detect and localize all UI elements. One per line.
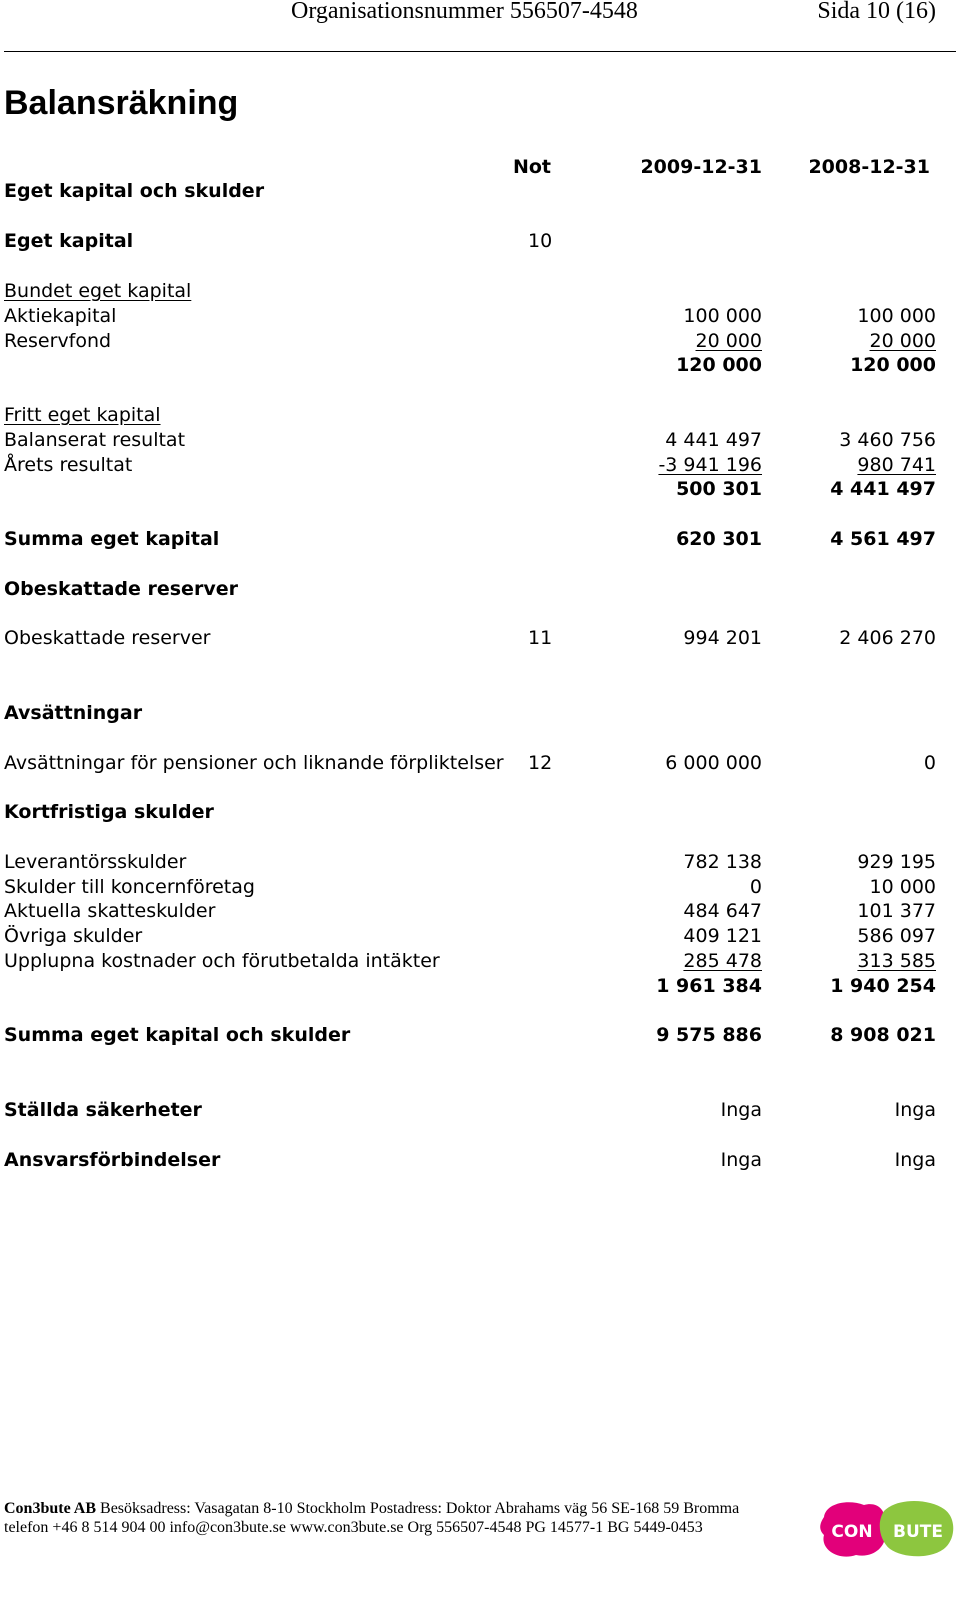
row-label: Obeskattade reserver — [4, 627, 211, 649]
bundet-sum-2009: 120 000 — [676, 354, 762, 376]
summa-total-2008: 8 908 021 — [830, 1024, 936, 1046]
row-value-2008: 100 000 — [857, 305, 936, 327]
bundet-heading-row — [0, 279, 960, 304]
table-row — [0, 453, 960, 478]
stallda-2009: Inga — [720, 1099, 762, 1121]
col-not-header: Not — [512, 156, 551, 178]
eget-kapital-row — [0, 229, 960, 254]
summa-eget-kapital-2008: 4 561 497 — [830, 528, 936, 550]
table-row — [0, 875, 960, 900]
table-row — [0, 428, 960, 453]
row-value-2009: 4 441 497 — [665, 429, 762, 451]
summa-total-row — [0, 1023, 960, 1048]
page-title: Balansräkning — [4, 84, 239, 122]
row-note: 12 — [528, 752, 553, 774]
summa-total-label: Summa eget kapital och skulder — [4, 1024, 351, 1046]
table-row — [0, 924, 960, 949]
stallda-2008: Inga — [894, 1099, 936, 1121]
row-value-2009: 994 201 — [683, 627, 762, 649]
row-label: Övriga skulder — [4, 925, 143, 947]
summa-total-2009: 9 575 886 — [656, 1024, 762, 1046]
column-headers — [0, 155, 960, 180]
table-row — [0, 850, 960, 875]
fritt-heading-row — [0, 403, 960, 428]
row-value-2009: 285 478 — [683, 950, 762, 972]
summa-eget-kapital-label: Summa eget kapital — [4, 528, 220, 550]
row-label: Avsättningar för pensioner och liknande förpliktelser — [4, 752, 504, 774]
ansvar-2008: Inga — [894, 1149, 936, 1171]
con3bute-logo — [818, 1497, 956, 1562]
row-value-2008: 20 000 — [869, 330, 936, 352]
table-row — [0, 626, 960, 651]
row-label: Reservfond — [4, 330, 112, 352]
row-value-2008: 0 — [923, 752, 936, 774]
obeskattade-heading-row — [0, 577, 960, 602]
kortfristiga-sum-row — [0, 974, 960, 999]
row-value-2008: 980 741 — [857, 454, 936, 476]
avsattningar-heading: Avsättningar — [4, 702, 143, 724]
fritt-sum-2008: 4 441 497 — [830, 478, 936, 500]
row-value-2008: 929 195 — [857, 851, 936, 873]
kortfristiga-heading: Kortfristiga skulder — [4, 801, 214, 823]
bundet-sum-row — [0, 353, 960, 378]
row-value-2008: 101 377 — [857, 900, 936, 922]
fritt-sum-row — [0, 477, 960, 502]
row-label: Aktuella skatteskulder — [4, 900, 216, 922]
eget-kapital-label: Eget kapital — [4, 230, 134, 252]
row-label: Balanserat resultat — [4, 429, 186, 451]
table-row — [0, 899, 960, 924]
row-label: Årets resultat — [4, 454, 133, 476]
section-title: Eget kapital och skulder — [4, 180, 265, 202]
col-2009-header: 2009-12-31 — [640, 156, 762, 178]
col-2008-header: 2008-12-31 — [808, 156, 930, 178]
row-value-2009: -3 941 196 — [658, 454, 762, 476]
logo-left-text: CON — [831, 1522, 873, 1542]
table-row — [0, 304, 960, 329]
footer-company: Con3bute AB — [4, 1500, 97, 1517]
bundet-heading: Bundet eget kapital — [4, 280, 192, 302]
fritt-sum-2009: 500 301 — [676, 478, 762, 500]
bundet-sum-2008: 120 000 — [850, 354, 936, 376]
row-value-2009: 782 138 — [683, 851, 762, 873]
table-row — [0, 751, 960, 776]
row-value-2009: 0 — [749, 876, 762, 898]
ansvar-2009: Inga — [720, 1149, 762, 1171]
row-value-2009: 20 000 — [695, 330, 762, 352]
footer-address: Besöksadress: Vasagatan 8-10 Stockholm Postadress: Doktor Abrahams väg 56 SE-168 59 Bromma — [100, 1500, 740, 1517]
stallda-row — [0, 1098, 960, 1123]
ansvar-row — [0, 1148, 960, 1173]
obeskattade-heading: Obeskattade reserver — [4, 578, 238, 600]
row-value-2008: 313 585 — [857, 950, 936, 972]
row-value-2009: 484 647 — [683, 900, 762, 922]
fritt-heading: Fritt eget kapital — [4, 404, 161, 426]
row-note: 11 — [528, 627, 553, 649]
org-number: Organisationsnummer 556507-4548 — [291, 0, 638, 24]
page-number: Sida 10 (16) — [817, 0, 936, 24]
summa-eget-kapital-row — [0, 527, 960, 552]
ansvar-label: Ansvarsförbindelser — [4, 1149, 221, 1171]
row-value-2008: 3 460 756 — [839, 429, 936, 451]
stallda-label: Ställda säkerheter — [4, 1099, 202, 1121]
kortfristiga-sum-2009: 1 961 384 — [656, 975, 762, 997]
row-value-2008: 586 097 — [857, 925, 936, 947]
table-row — [0, 949, 960, 974]
section-title-row — [0, 179, 960, 204]
row-value-2009: 409 121 — [683, 925, 762, 947]
kortfristiga-sum-2008: 1 940 254 — [830, 975, 936, 997]
logo-right-text: BUTE — [893, 1522, 943, 1542]
row-label: Aktiekapital — [4, 305, 117, 327]
avsattningar-heading-row — [0, 701, 960, 726]
logo-graphic — [818, 1497, 956, 1562]
row-value-2009: 100 000 — [683, 305, 762, 327]
footer-line-1 — [4, 1500, 739, 1518]
kortfristiga-heading-row — [0, 800, 960, 825]
row-value-2008: 10 000 — [869, 876, 936, 898]
row-value-2009: 6 000 000 — [665, 752, 762, 774]
eget-kapital-note: 10 — [528, 230, 553, 252]
table-row — [0, 329, 960, 354]
row-label: Upplupna kostnader och förutbetalda intäkter — [4, 950, 440, 972]
row-label: Leverantörsskulder — [4, 851, 187, 873]
row-label: Skulder till koncernföretag — [4, 876, 255, 898]
footer-line-2: telefon +46 8 514 904 00 info@con3bute.se www.con3bute.se Org 556507-4548 PG 14577-1 BG 5449-0453 — [4, 1519, 703, 1536]
header-rule — [4, 51, 956, 52]
row-value-2008: 2 406 270 — [839, 627, 936, 649]
summa-eget-kapital-2009: 620 301 — [676, 528, 762, 550]
